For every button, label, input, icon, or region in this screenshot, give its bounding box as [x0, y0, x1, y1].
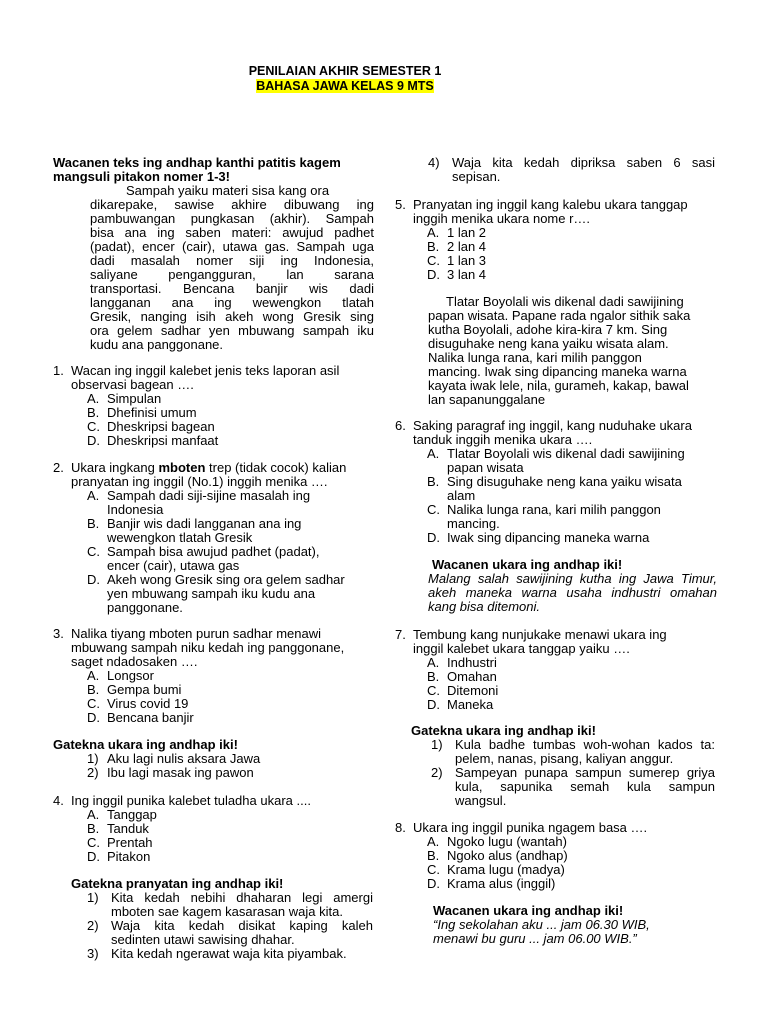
option-1b: B. Dhefinisi umum: [87, 405, 197, 420]
option-7d: D. Maneka: [427, 697, 494, 712]
option-8a: A. Ngoko lugu (wantah): [427, 834, 567, 849]
option-4b: B. Tanduk: [87, 821, 149, 836]
reading-block-1: Wacanen ukara ing andhap iki! Malang salah sawijining kutha ing Jawa Timur, akeh maneka warna usaha indhustri omahan kang bisa ditemoni.: [428, 557, 717, 614]
question-4: 4. Ing inggil punika kalebet tuladha ukara .... A. Tanggap B. Tanduk C. Prentah D. Pitakon: [53, 794, 373, 864]
option-2c: C. Sampah bisa awujud padhet (padat), encer (cair), utawa gas: [87, 544, 320, 573]
option-4d: D. Pitakon: [87, 849, 151, 864]
question-8: 8. Ukara ing inggil punika ngagem basa …. A. Ngoko lugu (wantah) B. Ngoko alus (andhap) C. Krama lugu (madya) D. Krama alus (inggil): [395, 821, 715, 891]
option-5d: D. 3 lan 4: [427, 267, 487, 282]
option-7c: C. Ditemoni: [427, 683, 499, 698]
option-7b: B. Omahan: [427, 669, 497, 684]
option-6d: D. Iwak sing dipancing maneka warna: [427, 530, 650, 545]
option-5c: C. 1 lan 3: [427, 253, 487, 268]
question-3: 3. Nalika tiyang mboten purun sadhar menawi mbuwang sampah niku kedah ing panggonane, saget ndadosaken …. A. Longsor B. Gempa bumi C. Virus covid 19 D. Bencana banjir: [53, 627, 373, 725]
instruction-block-1: Gatekna ukara ing andhap iki! 1) Aku lagi nulis aksara Jawa 2) Ibu lagi masak ing pawon: [53, 737, 261, 780]
option-1a: A. Simpulan: [87, 391, 162, 406]
option-8d: D. Krama alus (inggil): [427, 876, 556, 891]
option-8b: B. Ngoko alus (andhap): [427, 848, 568, 863]
instruction-block-3: Gatekna ukara ing andhap iki! 1) Kula badhe tumbas woh-wohan kados ta: pelem, nanas, pisang, kaliyan anggur. 2) Sampeyan punapa sampun sumerep griya kula, sapunika semah kula sampun wangsul.: [411, 723, 715, 808]
passage2-text: Tlatar Boyolali wis dikenal dadi sawijining papan wisata. Papane rada ngalor sithik saka kutha Boyolali, adohe kira-kira 7 km. Sing disuguhake neng kana yaiku wisata alam. Nalika lunga rana, kari milih panggon mancing. Iwak sing dipancing maneka warna kayata iwak lele, nila, gurameh, kakap, bawal lan sapanunggalane: [428, 294, 691, 407]
exam-title: PENILAIAN AKHIR SEMESTER 1: [248, 64, 442, 78]
exam-subtitle: BAHASA JAWA KELAS 9 MTS: [256, 79, 434, 93]
option-4a: A. Tanggap: [87, 807, 157, 822]
option-4c: C. Prentah: [87, 835, 153, 850]
statement-4: 4) Waja kita kedah dipriksa saben 6 sasi sepisan.: [428, 155, 715, 184]
option-7a: A. Indhustri: [427, 655, 497, 670]
option-6c: C. Nalika lunga rana, kari milih panggon mancing.: [427, 502, 661, 531]
instruction-block-2: Gatekna pranyatan ing andhap iki! 1) Kita kedah nebihi dhaharan legi amergi mboten sae kagem kasarasan waja kita. 2) Waja kita kedah disikat kaping kaleh sedinten utawi sawising dhahar. 3) Kita kedah ngerawat waja kita piyambak.: [71, 876, 373, 961]
option-3c: C. Virus covid 19: [87, 696, 189, 711]
option-5b: B. 2 lan 4: [427, 239, 487, 254]
reading-block-2: Wacanen ukara ing andhap iki! “Ing sekolahan aku ... jam 06.30 WIB, menawi bu guru ... jam 06.00 WIB.”: [433, 903, 650, 946]
option-8c: C. Krama lugu (madya): [427, 862, 565, 877]
option-5a: A. 1 lan 2: [427, 225, 487, 240]
passage1-instruction: Wacanen teks ing andhap kanthi patitis kagem mangsuli pitakon nomer 1-3!: [53, 155, 341, 184]
question-6: 6. Saking paragraf ing inggil, kang nuduhake ukara tanduk inggih menika ukara …. A. Tlatar Boyolali wis dikenal dadi sawijining papan wisata B. Sing disuguhake neng kana yaiku wisata alam C. Nalika lunga rana, kari milih panggon mancing. D. Iwak sing dipancing maneka warna: [395, 419, 715, 545]
option-3b: B. Gempa bumi: [87, 682, 182, 697]
question-1: 1. Wacan ing inggil kalebet jenis teks laporan asil observasi bagean …. A. Simpulan B. Dhefinisi umum C. Dheskripsi bagean D. Dheskripsi manfaat: [53, 364, 373, 448]
option-3d: D. Bencana banjir: [87, 710, 194, 725]
option-1c: C. Dheskripsi bagean: [87, 419, 215, 434]
option-2b: B. Banjir wis dadi langganan ana ing wewengkon tlatah Gresik: [87, 516, 302, 545]
option-3a: A. Longsor: [87, 668, 154, 683]
option-6a: A. Tlatar Boyolali wis dikenal dadi sawijining papan wisata: [427, 446, 685, 475]
question-7: 7. Tembung kang nunjukake menawi ukara ing inggil kalebet ukara tanggap yaiku …. A. Indhustri B. Omahan C. Ditemoni D. Maneka: [395, 628, 715, 712]
option-1d: D. Dheskripsi manfaat: [87, 433, 219, 448]
passage1-text: Sampah yaiku materi sisa kang ora dikarepake, sawise akhire dibuwang ing pambuwangan pungkasan (akhir). Sampah bisa ana ing saben materi: awujud padhet (padat), encer (cair), utawa gas. Sampah uga dadi masalah nomer siji ing Indonesia, saliyane pengangguran, lan sarana transportasi. Bencana banjir wis dadi langganan ana ing wewengkon tlatah Gresik, nanging isih akeh wong Gresik sing ora gelem sadhar yen mbuwang sampah iku kudu ana panggonane.: [90, 183, 374, 352]
question-5: 5. Pranyatan ing inggil kang kalebu ukara tanggap inggih menika ukara nome r…. A. 1 lan 2 B. 2 lan 4 C. 1 lan 3 D. 3 lan 4: [395, 198, 715, 282]
option-2a: A. Sampah dadi siji-sijine masalah ing Indonesia: [87, 488, 311, 517]
option-2d: D. Akeh wong Gresik sing ora gelem sadhar yen mbuwang sampah iku kudu ana panggonane.: [87, 572, 345, 615]
option-6b: B. Sing disuguhake neng kana yaiku wisata alam: [427, 474, 682, 503]
question-2: 2. Ukara ingkang mboten trep (tidak cocok) kalian pranyatan ing inggil (No.1) inggih menika …. A. Sampah dadi siji-sijine masalah ing Indonesia B. Banjir wis dadi langganan ana ing wewengkon tlatah Gresik C. Sampah bisa awujud padhet (padat), encer (cair), utawa gas D. Akeh wong Gresik sing ora gelem sadhar yen mbuwang sampah iku kudu ana panggonane.: [53, 461, 373, 615]
